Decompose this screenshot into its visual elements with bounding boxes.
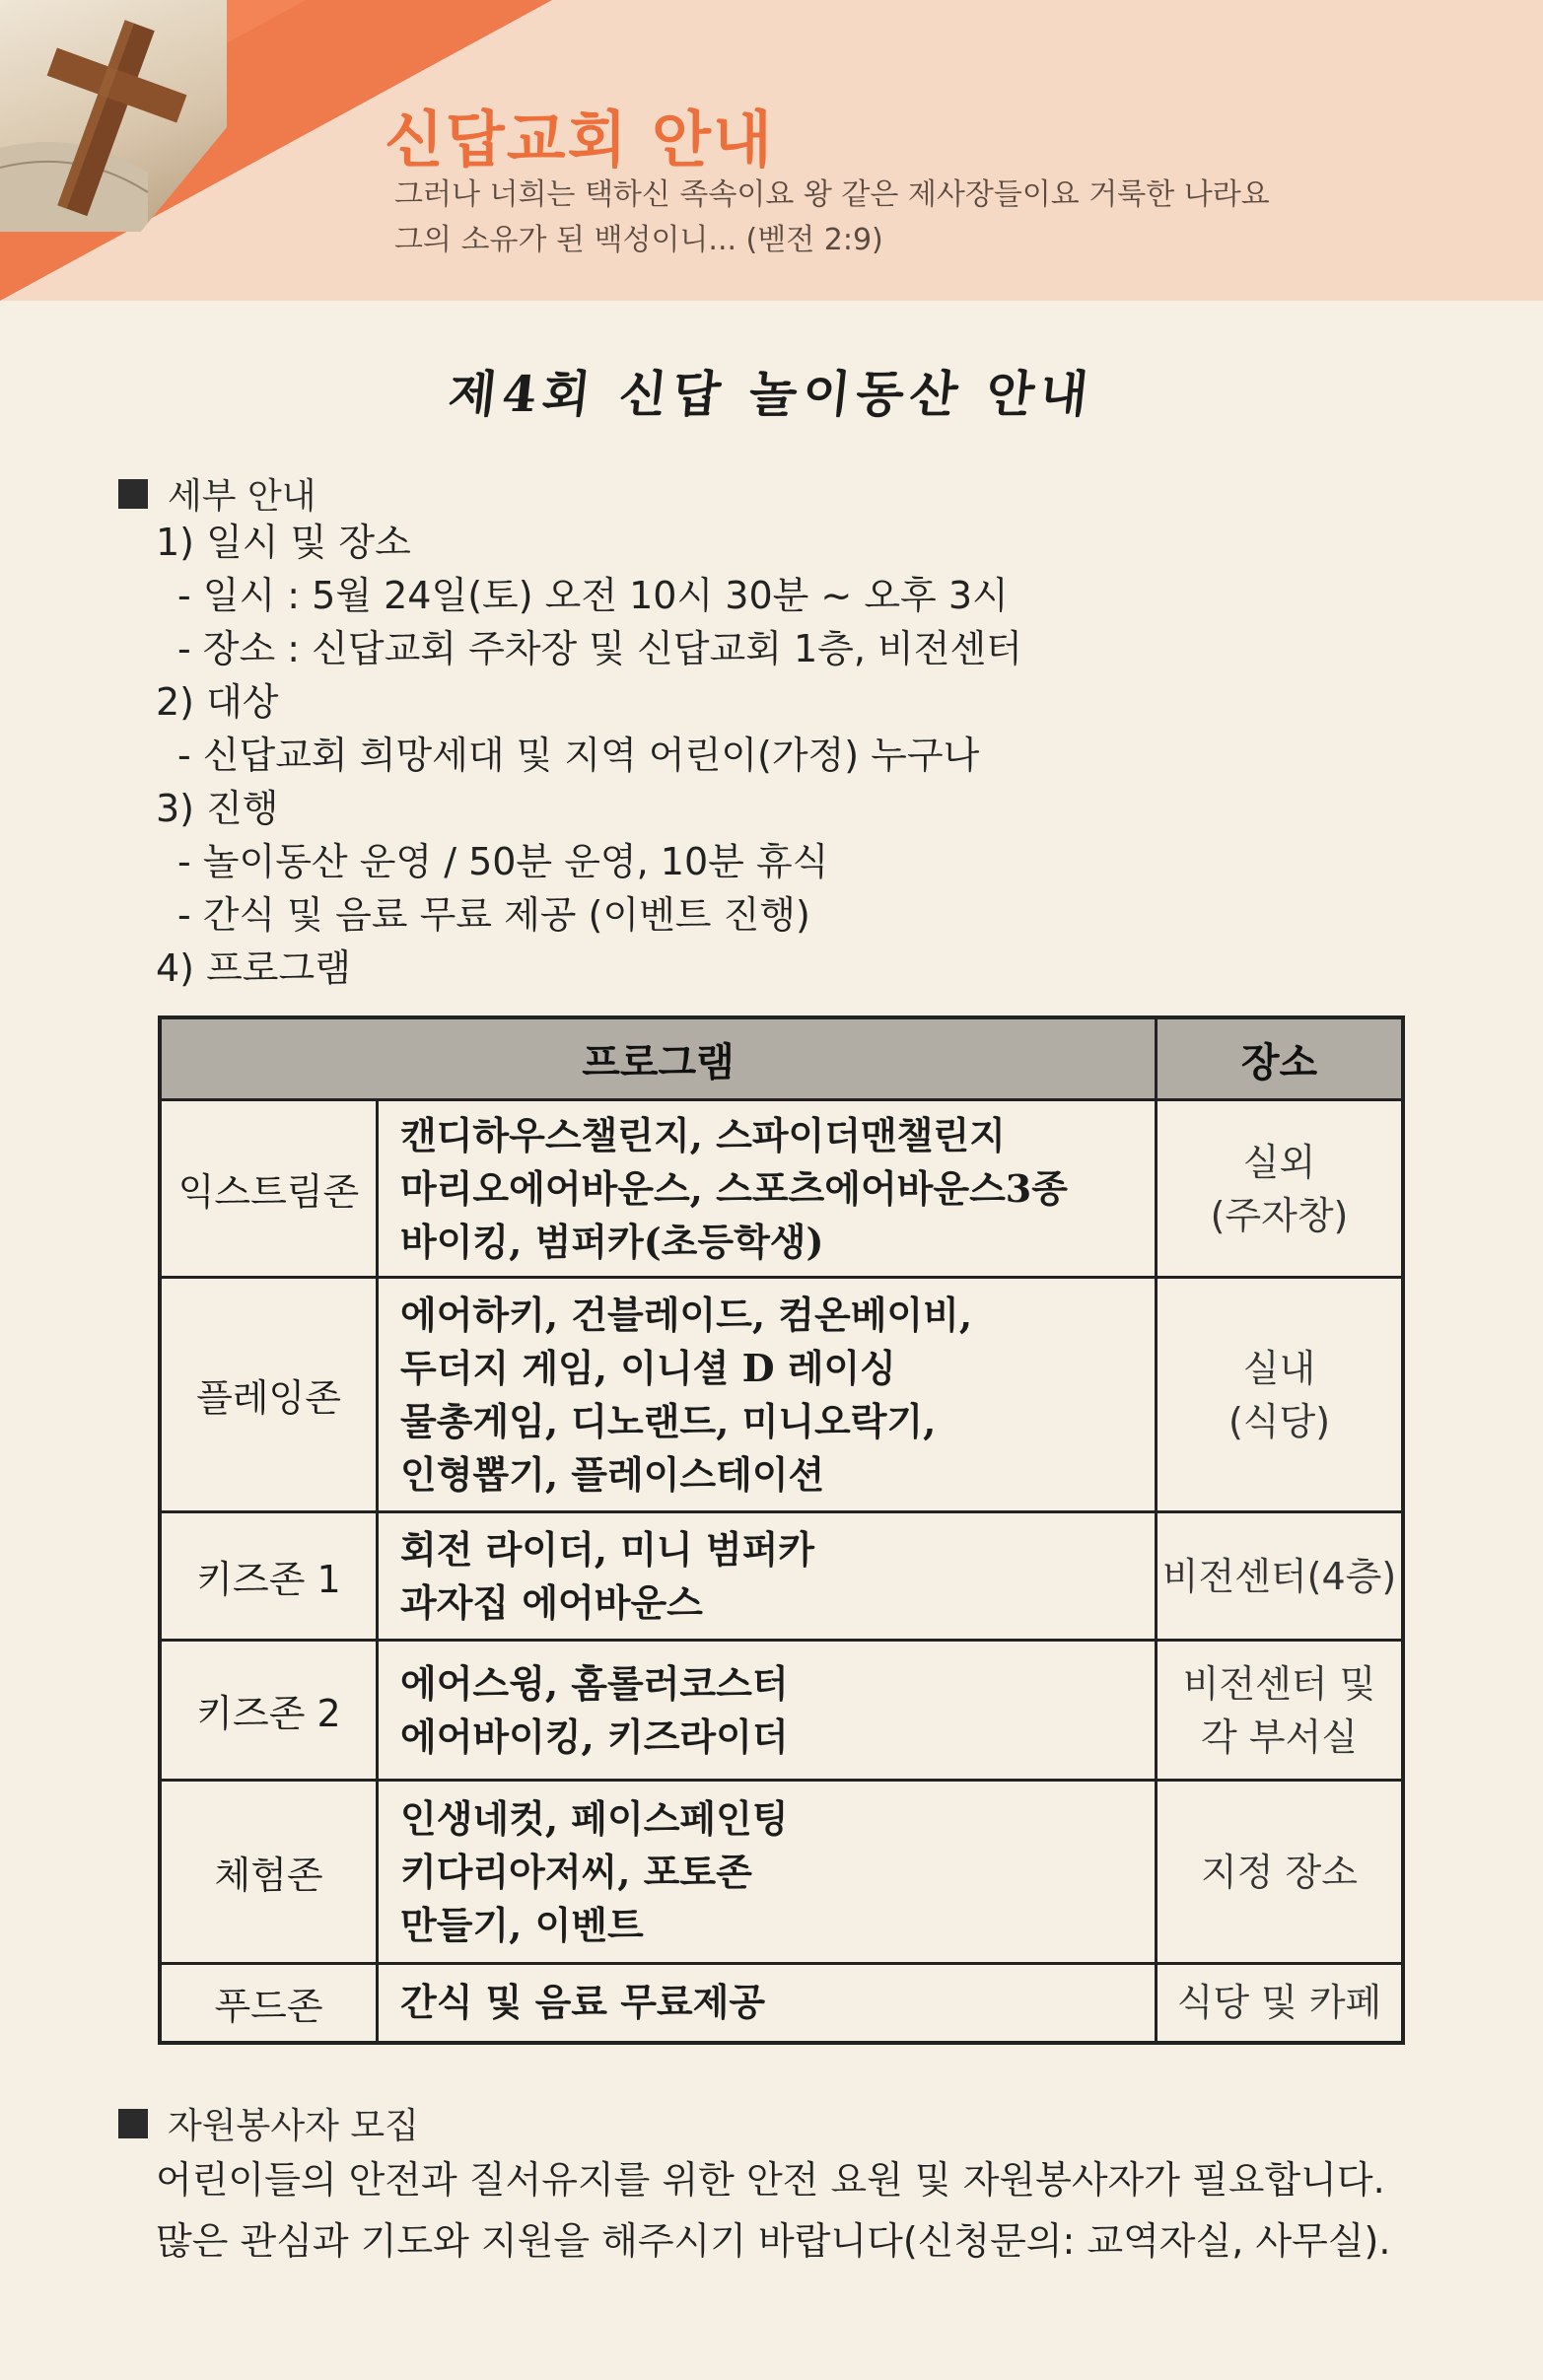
detail-line: 1) 일시 및 장소 — [156, 521, 411, 564]
program-line: 에어바이킹, 키즈라이더 — [400, 1714, 789, 1759]
zone-cell: 푸드존 — [160, 1964, 378, 2043]
detail-line: - 간식 및 음료 무료 제공 (이벤트 진행) — [177, 893, 810, 937]
detail-line: 2) 대상 — [156, 680, 279, 724]
verse-line: 그러나 너희는 택하신 족속이요 왕 같은 제사장들이요 거룩한 나라요 — [394, 177, 1270, 212]
program-cell — [378, 1512, 1157, 1641]
place-line: (식당) — [1227, 1399, 1331, 1443]
place-cell — [1157, 1964, 1404, 2043]
program-line: 에어스윙, 홈롤러코스터 — [400, 1660, 789, 1706]
header-verse — [394, 173, 1270, 263]
program-line: 과자집 에어바운스 — [400, 1579, 703, 1625]
detail-line: - 신답교회 희망세대 및 지역 어린이(가정) 누구나 — [177, 734, 980, 777]
program-line: 회전 라이더, 미니 범퍼카 — [400, 1526, 814, 1572]
table-row — [160, 1641, 1403, 1781]
program-cell — [378, 1781, 1157, 1964]
place-line: 지정 장소 — [1201, 1850, 1358, 1894]
zone-cell: 플레잉존 — [160, 1278, 378, 1512]
zone-cell: 키즈존 1 — [160, 1512, 378, 1641]
details-heading — [118, 468, 316, 519]
place-line: 비전센터 및 — [1182, 1661, 1376, 1706]
detail-line: - 일시 : 5월 24일(토) 오전 10시 30분 ~ 오후 3시 — [177, 574, 1009, 617]
zone-cell: 익스트림존 — [160, 1100, 378, 1278]
program-cell — [378, 1100, 1157, 1278]
program-line: 간식 및 음료 무료제공 — [400, 1980, 766, 2025]
place-line: 실외 — [1242, 1140, 1316, 1184]
program-line: 캔디하우스챌린지, 스파이더맨챌린지 — [400, 1112, 1006, 1157]
table-row — [160, 1100, 1403, 1278]
page-title: 제4회 신답 놀이동산 안내 — [446, 365, 1097, 423]
table-row — [160, 1512, 1403, 1641]
program-cell — [378, 1641, 1157, 1781]
table-header-row — [160, 1017, 1403, 1100]
header-program: 프로그램 — [160, 1017, 1157, 1100]
program-line: 인생네컷, 페이스페인팅 — [400, 1795, 789, 1841]
detail-line: 3) 진행 — [156, 787, 279, 830]
program-line: 인형뽑기, 플레이스테이션 — [400, 1451, 825, 1497]
zone-cell: 체험존 — [160, 1781, 378, 1964]
square-bullet-icon — [118, 2109, 148, 2138]
program-cell — [378, 1278, 1157, 1512]
volunteer-line: 많은 관심과 기도와 지원을 해주시기 바랍니다(신청문의: 교역자실, 사무실). — [156, 2219, 1391, 2263]
program-line: 키다리아저씨, 포토존 — [400, 1849, 752, 1894]
place-cell — [1157, 1512, 1404, 1641]
volunteer-line: 어린이들의 안전과 질서유지를 위한 안전 요원 및 자원봉사자가 필요합니다. — [156, 2158, 1385, 2202]
header-title: 신답교회 안내 — [385, 104, 774, 175]
place-cell — [1157, 1100, 1404, 1278]
volunteer-text — [156, 2149, 1390, 2272]
details-list — [156, 516, 1022, 995]
program-table — [158, 1015, 1405, 2045]
table-row — [160, 1278, 1403, 1512]
place-cell — [1157, 1278, 1404, 1512]
place-line: 실내 — [1242, 1346, 1316, 1390]
volunteer-heading-label: 자원봉사자 모집 — [168, 2106, 419, 2146]
table-row — [160, 1781, 1403, 1964]
zone-cell: 키즈존 2 — [160, 1641, 378, 1781]
place-line: 각 부서실 — [1201, 1715, 1358, 1759]
program-line: 마리오에어바운스, 스포츠에어바운스3종 — [400, 1165, 1068, 1211]
header-band — [0, 0, 1543, 301]
place-cell — [1157, 1641, 1404, 1781]
volunteer-heading — [118, 2098, 419, 2148]
header-place: 장소 — [1157, 1017, 1404, 1100]
place-line: (주자창) — [1210, 1193, 1349, 1237]
program-line: 물총게임, 디노랜드, 미니오락기, — [400, 1398, 937, 1443]
verse-line: 그의 소유가 된 백성이니... (벧전 2:9) — [394, 223, 883, 257]
program-line: 만들기, 이벤트 — [400, 1902, 644, 1947]
detail-line: - 놀이동산 운영 / 50분 운영, 10분 휴식 — [177, 840, 829, 883]
detail-line: 4) 프로그램 — [156, 946, 351, 990]
square-bullet-icon — [118, 479, 148, 509]
program-line: 바이킹, 범퍼카(초등학생) — [400, 1219, 824, 1264]
place-line: 비전센터(4층) — [1161, 1554, 1397, 1598]
details-heading-label: 세부 안내 — [168, 476, 316, 517]
table-row — [160, 1964, 1403, 2043]
place-cell — [1157, 1781, 1404, 1964]
program-line: 두더지 게임, 이니셜 D 레이싱 — [400, 1345, 896, 1390]
program-cell — [378, 1964, 1157, 2043]
program-line: 에어하키, 건블레이드, 컴온베이비, — [400, 1292, 973, 1337]
place-line: 식당 및 카페 — [1176, 1981, 1382, 2025]
detail-line: - 장소 : 신답교회 주차장 및 신답교회 1층, 비전센터 — [177, 627, 1022, 670]
